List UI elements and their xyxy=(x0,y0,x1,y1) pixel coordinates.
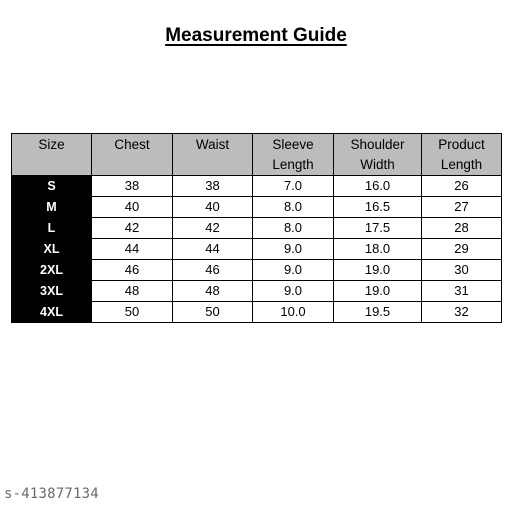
shoulder-cell: 18.0 xyxy=(334,239,422,260)
size-cell: S xyxy=(12,176,92,197)
chest-cell: 38 xyxy=(92,176,173,197)
shoulder-cell: 19.0 xyxy=(334,260,422,281)
header-product-length: Product Length xyxy=(422,134,502,176)
table-row xyxy=(12,197,502,218)
sleeve-cell: 9.0 xyxy=(253,260,334,281)
waist-cell: 48 xyxy=(173,281,253,302)
header-size: Size xyxy=(12,134,92,176)
waist-cell: 38 xyxy=(173,176,253,197)
shoulder-cell: 19.5 xyxy=(334,302,422,323)
size-cell: 4XL xyxy=(12,302,92,323)
table-header-row xyxy=(12,134,502,176)
table-row xyxy=(12,218,502,239)
size-cell: L xyxy=(12,218,92,239)
sleeve-cell: 8.0 xyxy=(253,197,334,218)
length-cell: 26 xyxy=(422,176,502,197)
table-row xyxy=(12,302,502,323)
table-row xyxy=(12,239,502,260)
waist-cell: 44 xyxy=(173,239,253,260)
size-cell: 3XL xyxy=(12,281,92,302)
header-waist: Waist xyxy=(173,134,253,176)
table-row xyxy=(12,281,502,302)
chest-cell: 50 xyxy=(92,302,173,323)
length-cell: 30 xyxy=(422,260,502,281)
waist-cell: 42 xyxy=(173,218,253,239)
waist-cell: 40 xyxy=(173,197,253,218)
sleeve-cell: 7.0 xyxy=(253,176,334,197)
title-text: Measurement Guide xyxy=(165,25,347,46)
header-chest: Chest xyxy=(92,134,173,176)
chest-cell: 46 xyxy=(92,260,173,281)
length-cell: 27 xyxy=(422,197,502,218)
chest-cell: 40 xyxy=(92,197,173,218)
waist-cell: 50 xyxy=(173,302,253,323)
table-row xyxy=(12,260,502,281)
chest-cell: 48 xyxy=(92,281,173,302)
shoulder-cell: 16.0 xyxy=(334,176,422,197)
size-cell: M xyxy=(12,197,92,218)
sleeve-cell: 8.0 xyxy=(253,218,334,239)
header-sleeve-length: Sleeve Length xyxy=(253,134,334,176)
length-cell: 31 xyxy=(422,281,502,302)
sleeve-cell: 10.0 xyxy=(253,302,334,323)
chest-cell: 42 xyxy=(92,218,173,239)
shoulder-cell: 16.5 xyxy=(334,197,422,218)
page-title xyxy=(0,24,512,48)
table-row xyxy=(12,176,502,197)
shoulder-cell: 19.0 xyxy=(334,281,422,302)
shoulder-cell: 17.5 xyxy=(334,218,422,239)
product-id-watermark: s-413877134 xyxy=(4,486,99,502)
sleeve-cell: 9.0 xyxy=(253,239,334,260)
length-cell: 32 xyxy=(422,302,502,323)
size-cell: XL xyxy=(12,239,92,260)
header-shoulder-width: Shoulder Width xyxy=(334,134,422,176)
sleeve-cell: 9.0 xyxy=(253,281,334,302)
chest-cell: 44 xyxy=(92,239,173,260)
size-cell: 2XL xyxy=(12,260,92,281)
waist-cell: 46 xyxy=(173,260,253,281)
length-cell: 29 xyxy=(422,239,502,260)
length-cell: 28 xyxy=(422,218,502,239)
measurement-table xyxy=(11,133,502,323)
